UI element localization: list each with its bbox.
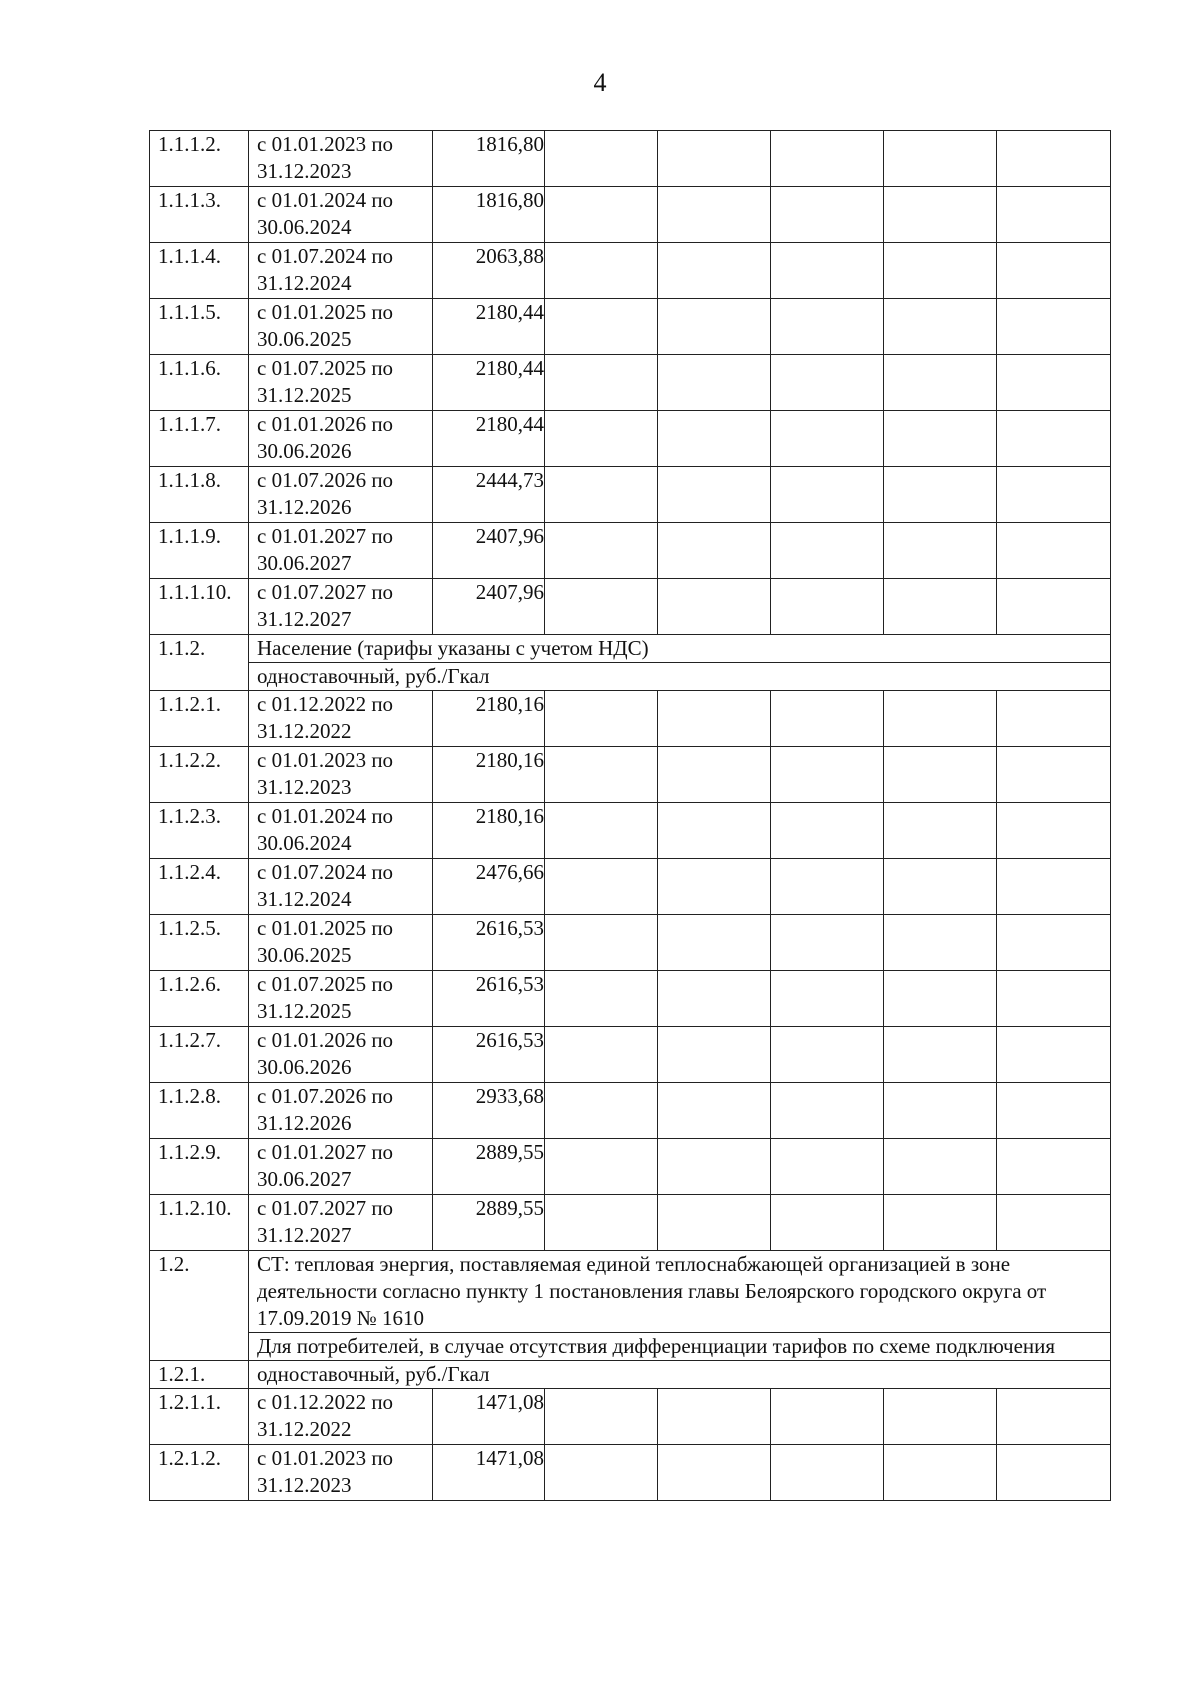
- period-end: 31.12.2024: [257, 887, 352, 911]
- period-end: 30.06.2026: [257, 439, 352, 463]
- table-row: [150, 1389, 1111, 1445]
- empty-cell: [545, 915, 658, 971]
- empty-cell: [545, 1027, 658, 1083]
- empty-cell: [545, 1389, 658, 1445]
- empty-cell: [658, 411, 771, 467]
- period-start: с 01.12.2022 по: [257, 1390, 394, 1414]
- tariff-value: 2933,68: [433, 1083, 545, 1139]
- row-number: 1.2.1.2.: [150, 1445, 249, 1501]
- empty-cell: [771, 411, 884, 467]
- period-start: с 01.01.2025 по: [257, 300, 394, 324]
- row-number: 1.1.1.8.: [150, 467, 249, 523]
- empty-cell: [771, 1389, 884, 1445]
- empty-cell: [658, 971, 771, 1027]
- period-end: 30.06.2025: [257, 327, 352, 351]
- row-number: 1.1.1.6.: [150, 355, 249, 411]
- empty-cell: [884, 1389, 997, 1445]
- empty-cell: [771, 1139, 884, 1195]
- tariff-value: 2180,16: [433, 691, 545, 747]
- empty-cell: [545, 411, 658, 467]
- period-end: 31.12.2025: [257, 999, 352, 1023]
- period-end: 30.06.2026: [257, 1055, 352, 1079]
- empty-cell: [997, 1027, 1111, 1083]
- row-number: 1.2.1.: [150, 1361, 249, 1389]
- empty-cell: [884, 1445, 997, 1501]
- tariff-value: 2180,44: [433, 355, 545, 411]
- period-end: 31.12.2022: [257, 719, 352, 743]
- empty-cell: [997, 1445, 1111, 1501]
- empty-cell: [658, 1027, 771, 1083]
- period-start: с 01.07.2024 по: [257, 244, 394, 268]
- period-cell: [249, 1083, 433, 1139]
- empty-cell: [545, 859, 658, 915]
- period-cell: [249, 411, 433, 467]
- period-end: 31.12.2025: [257, 383, 352, 407]
- empty-cell: [997, 691, 1111, 747]
- tariff-value: 2616,53: [433, 915, 545, 971]
- period-start: с 01.07.2024 по: [257, 860, 394, 884]
- period-start: с 01.01.2023 по: [257, 1446, 394, 1470]
- empty-cell: [997, 355, 1111, 411]
- empty-cell: [771, 299, 884, 355]
- empty-cell: [771, 915, 884, 971]
- empty-cell: [997, 411, 1111, 467]
- row-number: 1.1.2.5.: [150, 915, 249, 971]
- period-cell: [249, 243, 433, 299]
- period-cell: [249, 187, 433, 243]
- empty-cell: [884, 355, 997, 411]
- empty-cell: [884, 411, 997, 467]
- empty-cell: [545, 1445, 658, 1501]
- empty-cell: [884, 691, 997, 747]
- period-start: с 01.07.2026 по: [257, 1084, 394, 1108]
- empty-cell: [771, 971, 884, 1027]
- empty-cell: [884, 187, 997, 243]
- table-row: [150, 579, 1111, 635]
- empty-cell: [658, 523, 771, 579]
- period-start: с 01.12.2022 по: [257, 692, 394, 716]
- period-end: 31.12.2023: [257, 775, 352, 799]
- period-cell: [249, 1445, 433, 1501]
- tariff-value: 2407,96: [433, 523, 545, 579]
- empty-cell: [771, 1445, 884, 1501]
- table-row: [150, 1195, 1111, 1251]
- empty-cell: [771, 1027, 884, 1083]
- period-end: 31.12.2027: [257, 1223, 352, 1247]
- tariff-table: [149, 130, 1111, 1501]
- row-number: 1.1.2.4.: [150, 859, 249, 915]
- empty-cell: [771, 747, 884, 803]
- empty-cell: [771, 579, 884, 635]
- empty-cell: [771, 803, 884, 859]
- tariff-value: 1816,80: [433, 187, 545, 243]
- row-number: 1.1.2.3.: [150, 803, 249, 859]
- empty-cell: [884, 299, 997, 355]
- empty-cell: [997, 579, 1111, 635]
- table-row: [150, 859, 1111, 915]
- tariff-value: 2180,16: [433, 803, 545, 859]
- empty-cell: [545, 355, 658, 411]
- tariff-value: 2476,66: [433, 859, 545, 915]
- period-cell: [249, 579, 433, 635]
- row-number: 1.1.1.3.: [150, 187, 249, 243]
- empty-cell: [997, 1195, 1111, 1251]
- empty-cell: [997, 1389, 1111, 1445]
- empty-cell: [997, 971, 1111, 1027]
- empty-cell: [884, 523, 997, 579]
- group-header-row: [150, 1251, 1111, 1333]
- empty-cell: [771, 187, 884, 243]
- empty-cell: [771, 1083, 884, 1139]
- empty-cell: [658, 243, 771, 299]
- period-end: 30.06.2024: [257, 831, 352, 855]
- empty-cell: [997, 467, 1111, 523]
- empty-cell: [884, 971, 997, 1027]
- group-header-row: [150, 1361, 1111, 1389]
- empty-cell: [997, 747, 1111, 803]
- empty-cell: [884, 1195, 997, 1251]
- table-row: [150, 803, 1111, 859]
- table-row: [150, 523, 1111, 579]
- row-number: 1.1.2.8.: [150, 1083, 249, 1139]
- period-start: с 01.01.2024 по: [257, 188, 394, 212]
- row-number: 1.1.2.: [150, 635, 249, 691]
- empty-cell: [545, 1195, 658, 1251]
- empty-cell: [658, 1083, 771, 1139]
- table-row: [150, 747, 1111, 803]
- period-end: 31.12.2023: [257, 1473, 352, 1497]
- empty-cell: [771, 859, 884, 915]
- empty-cell: [658, 1389, 771, 1445]
- empty-cell: [771, 523, 884, 579]
- tariff-value: 2407,96: [433, 579, 545, 635]
- row-number: 1.2.1.1.: [150, 1389, 249, 1445]
- empty-cell: [884, 131, 997, 187]
- period-end: 31.12.2023: [257, 159, 352, 183]
- period-start: с 01.01.2026 по: [257, 1028, 394, 1052]
- empty-cell: [884, 1027, 997, 1083]
- empty-cell: [884, 915, 997, 971]
- empty-cell: [771, 243, 884, 299]
- empty-cell: [545, 579, 658, 635]
- empty-cell: [658, 803, 771, 859]
- row-number: 1.1.2.6.: [150, 971, 249, 1027]
- tariff-table-body: [150, 131, 1111, 1501]
- tariff-value: 1471,08: [433, 1389, 545, 1445]
- empty-cell: [545, 747, 658, 803]
- period-end: 31.12.2026: [257, 495, 352, 519]
- group-title: Население (тарифы указаны с учетом НДС): [249, 635, 1111, 663]
- group-subtitle: Для потребителей, в случае отсутствия дифференциации тарифов по схеме подключения: [249, 1333, 1111, 1361]
- tariff-value: 2180,44: [433, 411, 545, 467]
- period-start: с 01.01.2027 по: [257, 524, 394, 548]
- empty-cell: [545, 1083, 658, 1139]
- period-start: с 01.01.2025 по: [257, 916, 394, 940]
- empty-cell: [771, 467, 884, 523]
- empty-cell: [658, 1195, 771, 1251]
- tariff-value: 2889,55: [433, 1139, 545, 1195]
- empty-cell: [884, 1139, 997, 1195]
- period-cell: [249, 691, 433, 747]
- period-end: 31.12.2022: [257, 1417, 352, 1441]
- period-start: с 01.07.2027 по: [257, 580, 394, 604]
- table-row: [150, 131, 1111, 187]
- row-number: 1.1.1.2.: [150, 131, 249, 187]
- empty-cell: [658, 355, 771, 411]
- empty-cell: [997, 1139, 1111, 1195]
- empty-cell: [997, 523, 1111, 579]
- empty-cell: [545, 803, 658, 859]
- tariff-value: 2889,55: [433, 1195, 545, 1251]
- empty-cell: [545, 971, 658, 1027]
- empty-cell: [771, 355, 884, 411]
- empty-cell: [545, 1139, 658, 1195]
- row-number: 1.2.: [150, 1251, 249, 1361]
- period-cell: [249, 299, 433, 355]
- period-start: с 01.07.2025 по: [257, 356, 394, 380]
- row-number: 1.1.2.9.: [150, 1139, 249, 1195]
- empty-cell: [884, 859, 997, 915]
- empty-cell: [545, 467, 658, 523]
- period-cell: [249, 971, 433, 1027]
- empty-cell: [997, 243, 1111, 299]
- empty-cell: [771, 691, 884, 747]
- row-number: 1.1.2.10.: [150, 1195, 249, 1251]
- empty-cell: [997, 915, 1111, 971]
- empty-cell: [884, 467, 997, 523]
- empty-cell: [771, 131, 884, 187]
- tariff-value: 1471,08: [433, 1445, 545, 1501]
- empty-cell: [658, 859, 771, 915]
- empty-cell: [658, 187, 771, 243]
- period-start: с 01.01.2023 по: [257, 132, 394, 156]
- period-end: 31.12.2024: [257, 271, 352, 295]
- empty-cell: [997, 131, 1111, 187]
- period-cell: [249, 915, 433, 971]
- tariff-value: 2616,53: [433, 1027, 545, 1083]
- tariff-value: 2180,44: [433, 299, 545, 355]
- table-row: [150, 187, 1111, 243]
- period-cell: [249, 1389, 433, 1445]
- empty-cell: [771, 1195, 884, 1251]
- group-subheader-row: [150, 663, 1111, 691]
- empty-cell: [658, 915, 771, 971]
- table-row: [150, 243, 1111, 299]
- empty-cell: [658, 1139, 771, 1195]
- row-number: 1.1.2.2.: [150, 747, 249, 803]
- row-number: 1.1.1.10.: [150, 579, 249, 635]
- table-row: [150, 299, 1111, 355]
- group-subheader-row: [150, 1333, 1111, 1361]
- period-start: с 01.07.2026 по: [257, 468, 394, 492]
- period-start: с 01.01.2027 по: [257, 1140, 394, 1164]
- empty-cell: [658, 579, 771, 635]
- empty-cell: [658, 131, 771, 187]
- table-row: [150, 1083, 1111, 1139]
- period-start: с 01.01.2026 по: [257, 412, 394, 436]
- period-end: 30.06.2027: [257, 1167, 352, 1191]
- period-cell: [249, 131, 433, 187]
- empty-cell: [658, 747, 771, 803]
- period-start: с 01.07.2025 по: [257, 972, 394, 996]
- empty-cell: [658, 299, 771, 355]
- table-row: [150, 355, 1111, 411]
- empty-cell: [884, 803, 997, 859]
- tariff-value: 2616,53: [433, 971, 545, 1027]
- empty-cell: [884, 243, 997, 299]
- period-end: 30.06.2027: [257, 551, 352, 575]
- empty-cell: [997, 803, 1111, 859]
- period-cell: [249, 1139, 433, 1195]
- period-cell: [249, 1027, 433, 1083]
- period-end: 31.12.2027: [257, 607, 352, 631]
- empty-cell: [545, 523, 658, 579]
- row-number: 1.1.2.1.: [150, 691, 249, 747]
- table-row: [150, 691, 1111, 747]
- period-cell: [249, 523, 433, 579]
- row-number: 1.1.1.4.: [150, 243, 249, 299]
- page-number: 4: [593, 68, 607, 97]
- period-cell: [249, 747, 433, 803]
- period-cell: [249, 467, 433, 523]
- empty-cell: [997, 187, 1111, 243]
- tariff-value: 2444,73: [433, 467, 545, 523]
- group-title: одноставочный, руб./Гкал: [249, 1361, 1111, 1389]
- empty-cell: [997, 1083, 1111, 1139]
- period-cell: [249, 1195, 433, 1251]
- empty-cell: [997, 299, 1111, 355]
- table-row: [150, 971, 1111, 1027]
- empty-cell: [545, 299, 658, 355]
- period-start: с 01.01.2024 по: [257, 804, 394, 828]
- table-row: [150, 915, 1111, 971]
- group-header-row: [150, 635, 1111, 663]
- period-cell: [249, 803, 433, 859]
- empty-cell: [545, 691, 658, 747]
- row-number: 1.1.1.9.: [150, 523, 249, 579]
- row-number: 1.1.2.7.: [150, 1027, 249, 1083]
- empty-cell: [658, 691, 771, 747]
- table-row: [150, 411, 1111, 467]
- table-row: [150, 1445, 1111, 1501]
- table-row: [150, 467, 1111, 523]
- table-row: [150, 1139, 1111, 1195]
- empty-cell: [545, 131, 658, 187]
- table-row: [150, 1027, 1111, 1083]
- empty-cell: [545, 243, 658, 299]
- tariff-value: 2063,88: [433, 243, 545, 299]
- period-end: 30.06.2024: [257, 215, 352, 239]
- empty-cell: [884, 1083, 997, 1139]
- empty-cell: [545, 187, 658, 243]
- row-number: 1.1.1.7.: [150, 411, 249, 467]
- empty-cell: [884, 579, 997, 635]
- empty-cell: [658, 1445, 771, 1501]
- empty-cell: [997, 859, 1111, 915]
- period-start: с 01.07.2027 по: [257, 1196, 394, 1220]
- period-end: 30.06.2025: [257, 943, 352, 967]
- period-end: 31.12.2026: [257, 1111, 352, 1135]
- tariff-value: 2180,16: [433, 747, 545, 803]
- tariff-value: 1816,80: [433, 131, 545, 187]
- period-cell: [249, 355, 433, 411]
- empty-cell: [884, 747, 997, 803]
- empty-cell: [658, 467, 771, 523]
- period-cell: [249, 859, 433, 915]
- group-title: СТ: тепловая энергия, поставляемая единой теплоснабжающей организацией в зоне деятельности согласно пункту 1 постановления главы Белоярского городского округа от 17.09.2019 № 1610: [249, 1251, 1111, 1333]
- group-subtitle: одноставочный, руб./Гкал: [249, 663, 1111, 691]
- period-start: с 01.01.2023 по: [257, 748, 394, 772]
- row-number: 1.1.1.5.: [150, 299, 249, 355]
